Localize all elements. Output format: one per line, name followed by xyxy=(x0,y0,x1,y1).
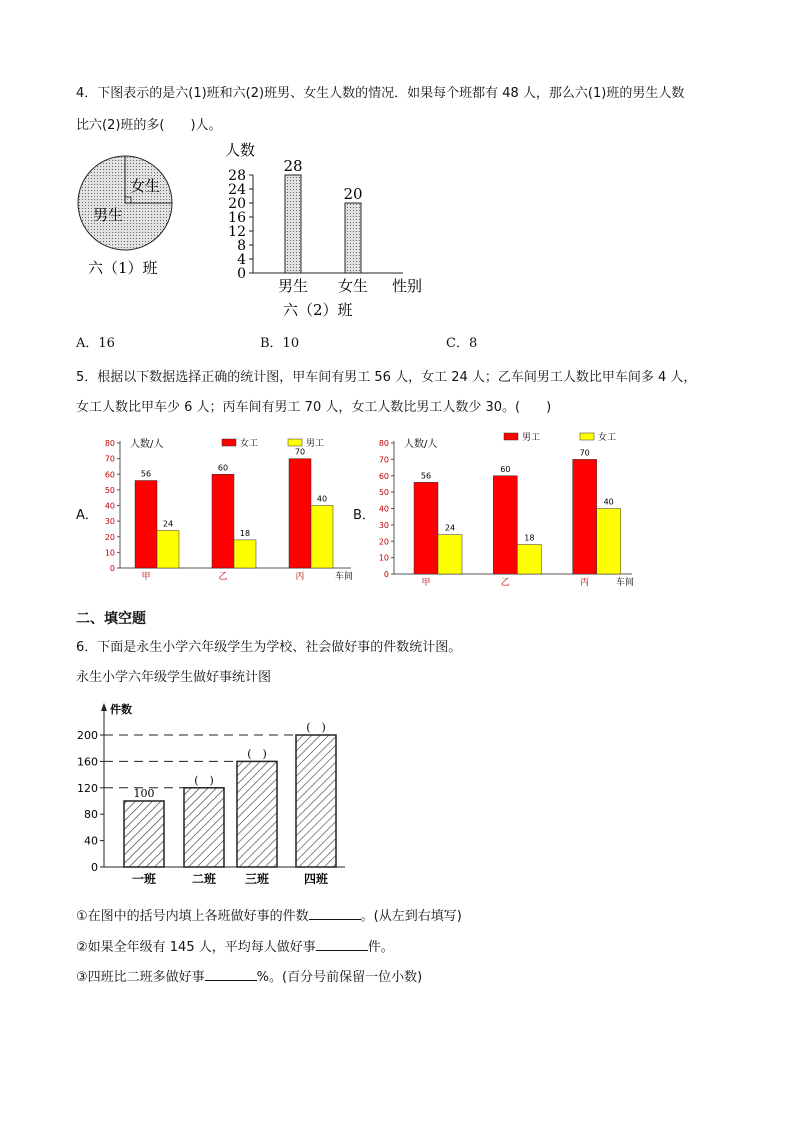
q4-option-a[interactable]: A．16 xyxy=(76,336,115,351)
q6-ytick-label: 160 xyxy=(77,755,98,769)
q5b-bar-男工-甲 xyxy=(414,482,438,574)
pie-caption: 六（1）班 xyxy=(88,259,158,277)
q5a-bar-value: 70 xyxy=(294,447,306,457)
q5b-ytick-label: 10 xyxy=(378,553,389,563)
q5a-bar-女工-丙 xyxy=(289,459,311,568)
q4-pie-chart xyxy=(70,145,190,285)
q5a-bar-女工-乙 xyxy=(212,474,234,568)
q5b-bar-男工-丙 xyxy=(573,459,597,574)
q5b-bar-男工-乙 xyxy=(493,476,517,574)
q4-ytick-label: 20 xyxy=(228,196,246,212)
q5a-ytick-label: 0 xyxy=(109,564,115,573)
q6-category-label: 三班 xyxy=(244,872,270,886)
q6-bar-二班 xyxy=(184,788,224,867)
q4-bar-ylabel: 人数 xyxy=(225,141,256,159)
q5a-legend-label: 男工 xyxy=(306,439,325,449)
q6-ytick-label: 40 xyxy=(84,834,98,848)
q5b-ytick-label: 0 xyxy=(383,570,389,579)
q6-category-label: 四班 xyxy=(303,872,329,886)
q6-sub3-blank[interactable] xyxy=(205,968,257,981)
q6-sub2 xyxy=(76,936,394,955)
q4-bar-value: 20 xyxy=(343,185,363,203)
q5b-ytick-label: 30 xyxy=(378,520,389,530)
q5a-bar-value: 60 xyxy=(217,463,229,473)
q5a-ytick-label: 70 xyxy=(104,454,115,464)
q6-ylabel: 件数 xyxy=(110,703,132,716)
q6-bar-value-label[interactable]: ( ) xyxy=(247,747,267,761)
q5b-ytick-label: 60 xyxy=(378,471,389,481)
q4-bar-caption: 六（2）班 xyxy=(283,301,353,319)
q5b-ytick-label: 40 xyxy=(378,504,389,514)
q5a-bar-男工-丙 xyxy=(311,506,333,569)
q5b-bar-value: 18 xyxy=(524,533,535,543)
q5b-bar-value: 24 xyxy=(444,523,456,533)
q4-bar-category: 男生 xyxy=(277,277,309,295)
q5b-ytick-label: 70 xyxy=(378,455,389,465)
q5a-legend-label: 女工 xyxy=(240,439,259,449)
q4-bar-category: 女生 xyxy=(337,277,369,295)
q5b-category-label: 丙 xyxy=(580,578,590,588)
q5a-ytick-label: 20 xyxy=(104,532,115,542)
q4-option-b[interactable]: B．10 xyxy=(260,336,300,351)
pie-boys-label: 男生 xyxy=(93,206,124,224)
q6-bar-一班 xyxy=(124,801,164,867)
q6-sub2-tail: 件。 xyxy=(367,940,394,955)
q5b-legend-swatch xyxy=(504,433,518,440)
q5b-bar-value: 60 xyxy=(500,464,511,474)
q6-category-label: 二班 xyxy=(191,872,217,886)
q5a-bar-value: 56 xyxy=(140,469,152,479)
q5b-category-label: 乙 xyxy=(500,578,510,588)
q5a-bar-女工-甲 xyxy=(135,481,157,569)
q4-ytick-label: 28 xyxy=(228,168,246,184)
q5a-bar-value: 18 xyxy=(239,528,251,538)
q4-ytick-label: 8 xyxy=(237,238,246,254)
q6-bar-value-label[interactable]: ( ) xyxy=(194,773,214,787)
q5b-legend-label: 女工 xyxy=(598,433,617,443)
q5a-ytick-label: 50 xyxy=(104,485,115,495)
q4-ytick-label: 4 xyxy=(237,252,246,268)
q5a-bar-value: 24 xyxy=(162,519,174,529)
q5b-bar-value: 40 xyxy=(603,497,614,507)
q6-ytick-label: 200 xyxy=(77,729,98,742)
q5-stem-line1: 5．根据以下数据选择正确的统计图，甲车间有男工 56 人，女工 24 人；乙车间男工人数比甲车间多 4 人， xyxy=(76,370,697,385)
section-title: 二、填空题 xyxy=(76,611,146,627)
q5a-ytick-label: 10 xyxy=(104,548,115,558)
q6-sub1-blank[interactable] xyxy=(309,907,361,920)
q6-sub3-tail: %。(百分号前保留一位小数) xyxy=(256,970,423,985)
pie-girls-label: 女生 xyxy=(130,177,161,195)
q6-sub3 xyxy=(76,966,422,985)
q5a-legend-swatch xyxy=(288,439,302,446)
q5b-xlabel: 车间 xyxy=(616,578,635,588)
q5a-category-label: 甲 xyxy=(141,572,151,582)
q6-chart-title: 永生小学六年级学生做好事统计图 xyxy=(76,670,272,685)
q5a-ytick-label: 60 xyxy=(104,470,115,480)
q6-bar-四班 xyxy=(296,735,336,867)
q6-stem: 6．下面是永生小学六年级学生为学校、社会做好事的件数统计图。 xyxy=(76,640,462,655)
q5b-bar-女工-丙 xyxy=(597,509,621,575)
q4-bar-女生 xyxy=(345,203,361,273)
q6-bar-三班 xyxy=(237,761,277,867)
q6-ytick-label: 120 xyxy=(77,781,98,795)
q4-bar-value: 28 xyxy=(283,157,303,175)
q6-sub1-text: ①在图中的括号内填上各班做好事的件数 xyxy=(76,909,309,924)
q6-ytick-label: 80 xyxy=(84,808,98,822)
q5a-ytick-label: 80 xyxy=(104,439,115,448)
q5a-category-label: 乙 xyxy=(218,572,228,582)
q6-sub1 xyxy=(76,905,462,924)
q4-ytick-label: 16 xyxy=(228,210,246,226)
q6-sub1-tail: 。(从左到右填写) xyxy=(360,909,462,924)
q5-stem-line2: 女工人数比甲车少 6 人；丙车间有男工 70 人，女工人数比男工人数少 30。( ) xyxy=(76,400,552,415)
q4-stem-line1: 4．下图表示的是六(1)班和六(2)班男、女生人数的情况．如果每个班都有 48 人，那么六(1)班的男生人数 xyxy=(76,86,685,101)
q5b-ytick-label: 20 xyxy=(378,537,389,547)
q6-category-label: 一班 xyxy=(131,872,157,886)
q4-option-c[interactable]: C．8 xyxy=(446,336,478,351)
q4-ytick-label: 24 xyxy=(228,182,246,198)
q6-sub2-text: ②如果全年级有 145 人，平均每人做好事 xyxy=(76,940,316,955)
q6-bar-value-label: 100 xyxy=(133,787,155,800)
q4-bar-xlabel: 性别 xyxy=(392,277,423,295)
q5b-bar-女工-甲 xyxy=(438,535,462,574)
q5b-category-label: 甲 xyxy=(421,578,431,588)
q5b-ylabel: 人数/人 xyxy=(404,439,438,450)
q5a-ytick-label: 40 xyxy=(104,501,115,511)
q4-bar-chart xyxy=(215,135,445,325)
q5-option-b-label[interactable]: B． xyxy=(353,508,375,523)
q5-chart-a[interactable] xyxy=(96,430,356,590)
q6-bar-chart xyxy=(77,695,350,890)
q5a-bar-男工-乙 xyxy=(234,540,256,568)
q5a-xlabel: 车间 xyxy=(335,572,354,582)
q5-chart-b[interactable] xyxy=(372,428,652,596)
q6-sub3-text: ③四班比二班多做好事 xyxy=(76,970,205,985)
q4-ytick-label: 0 xyxy=(237,266,246,282)
q6-bar-value-label[interactable]: ( ) xyxy=(306,721,326,734)
q4-ytick-label: 12 xyxy=(228,224,246,240)
q5b-legend-label: 男工 xyxy=(522,433,541,443)
q5a-bar-value: 40 xyxy=(316,494,328,504)
q5a-ylabel: 人数/人 xyxy=(130,439,164,450)
q6-sub2-blank[interactable] xyxy=(316,938,368,951)
q6-ytick-label: 0 xyxy=(91,861,98,874)
q5-option-a-label[interactable]: A． xyxy=(76,508,98,523)
q4-bar-男生 xyxy=(285,175,301,273)
q5b-bar-value: 56 xyxy=(420,471,432,481)
q5b-ytick-label: 80 xyxy=(378,439,389,448)
q5a-legend-swatch xyxy=(222,439,236,446)
q5a-bar-男工-甲 xyxy=(157,531,179,569)
q5b-bar-女工-乙 xyxy=(517,545,541,574)
q5b-bar-value: 70 xyxy=(579,448,590,458)
q5a-category-label: 丙 xyxy=(295,572,305,582)
q5b-ytick-label: 50 xyxy=(378,488,389,498)
q6-yaxis-arrow xyxy=(101,703,107,711)
q5a-ytick-label: 30 xyxy=(104,517,115,527)
q5b-legend-swatch xyxy=(580,433,594,440)
q4-stem-line2: 比六(2)班的多( )人。 xyxy=(76,118,222,133)
